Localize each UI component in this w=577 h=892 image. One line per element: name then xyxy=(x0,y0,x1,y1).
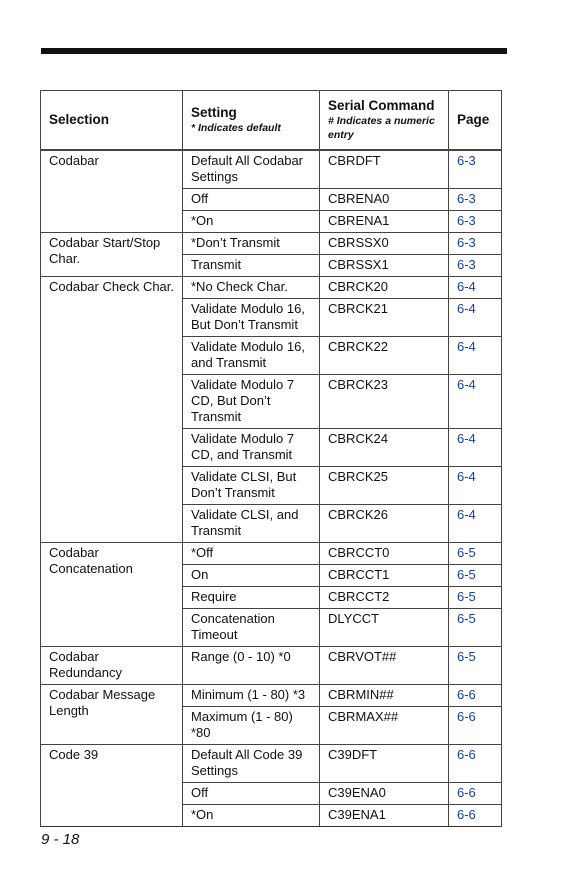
selection-cell: Codabar Check Char. xyxy=(41,277,183,543)
top-rule xyxy=(41,48,507,54)
page-link[interactable]: 6-6 xyxy=(449,783,502,805)
page-link[interactable]: 6-3 xyxy=(449,150,502,189)
setting-cell: Minimum (1 - 80) *3 xyxy=(183,685,320,707)
page-link[interactable]: 6-4 xyxy=(449,277,502,299)
page-link[interactable]: 6-6 xyxy=(449,805,502,827)
command-cell: CBRCK26 xyxy=(320,505,449,543)
header-selection: Selection xyxy=(41,91,183,151)
command-cell: CBRSSX1 xyxy=(320,255,449,277)
setting-cell: *On xyxy=(183,211,320,233)
selection-cell: Code 39 xyxy=(41,745,183,827)
page-link[interactable]: 6-4 xyxy=(449,467,502,505)
setting-cell: Validate Modulo 7 CD, and Transmit xyxy=(183,429,320,467)
setting-cell: Validate CLSI, and Transmit xyxy=(183,505,320,543)
page-link[interactable]: 6-3 xyxy=(449,189,502,211)
page-number: 9 - 18 xyxy=(41,831,80,848)
page-link[interactable]: 6-5 xyxy=(449,565,502,587)
header-serial-command: Serial Command # Indicates a numeric entry xyxy=(320,91,449,151)
page-link[interactable]: 6-4 xyxy=(449,299,502,337)
table-row xyxy=(41,685,502,707)
setting-cell: *Don’t Transmit xyxy=(183,233,320,255)
setting-cell: Require xyxy=(183,587,320,609)
command-cell: CBRCK23 xyxy=(320,375,449,429)
table-row xyxy=(41,647,502,685)
setting-cell: Transmit xyxy=(183,255,320,277)
table-header-row xyxy=(41,91,502,151)
command-cell: CBRDFT xyxy=(320,150,449,189)
bottom-rule xyxy=(41,826,500,827)
command-cell: CBRCCT2 xyxy=(320,587,449,609)
setting-cell: *On xyxy=(183,805,320,827)
header-setting-note: * Indicates default xyxy=(191,122,281,134)
command-cell: CBRMAX## xyxy=(320,707,449,745)
page-link[interactable]: 6-5 xyxy=(449,587,502,609)
selection-cell: Codabar Redundancy xyxy=(41,647,183,685)
page-link[interactable]: 6-4 xyxy=(449,505,502,543)
command-cell: C39ENA0 xyxy=(320,783,449,805)
table-row xyxy=(41,543,502,565)
command-cell: CBRCCT1 xyxy=(320,565,449,587)
command-cell: CBRCK25 xyxy=(320,467,449,505)
setting-cell: Validate Modulo 16, and Transmit xyxy=(183,337,320,375)
command-cell: CBRENA0 xyxy=(320,189,449,211)
command-cell: CBRCK21 xyxy=(320,299,449,337)
command-cell: CBRCK22 xyxy=(320,337,449,375)
page-link[interactable]: 6-4 xyxy=(449,337,502,375)
selection-cell: Codabar Concatenation xyxy=(41,543,183,647)
setting-cell: Range (0 - 10) *0 xyxy=(183,647,320,685)
command-cell: C39ENA1 xyxy=(320,805,449,827)
setting-cell: Maximum (1 - 80) *80 xyxy=(183,707,320,745)
table-row xyxy=(41,150,502,189)
page-link[interactable]: 6-6 xyxy=(449,685,502,707)
setting-cell: *No Check Char. xyxy=(183,277,320,299)
page-link[interactable]: 6-4 xyxy=(449,429,502,467)
command-cell: CBRCK20 xyxy=(320,277,449,299)
setting-cell: Validate CLSI, But Don’t Transmit xyxy=(183,467,320,505)
page-link[interactable]: 6-3 xyxy=(449,233,502,255)
page-link[interactable]: 6-5 xyxy=(449,647,502,685)
setting-cell: Default All Codabar Settings xyxy=(183,150,320,189)
selection-cell: Codabar xyxy=(41,150,183,233)
setting-cell: *Off xyxy=(183,543,320,565)
command-cell: DLYCCT xyxy=(320,609,449,647)
command-cell: CBRVOT## xyxy=(320,647,449,685)
page-link[interactable]: 6-6 xyxy=(449,707,502,745)
page-link[interactable]: 6-3 xyxy=(449,255,502,277)
command-cell: CBRSSX0 xyxy=(320,233,449,255)
command-cell: CBRMIN## xyxy=(320,685,449,707)
table-row xyxy=(41,277,502,299)
command-cell: CBRCK24 xyxy=(320,429,449,467)
table-row xyxy=(41,233,502,255)
setting-cell: Validate Modulo 16, But Don’t Transmit xyxy=(183,299,320,337)
page-link[interactable]: 6-3 xyxy=(449,211,502,233)
page-link[interactable]: 6-5 xyxy=(449,543,502,565)
header-serial-note: # Indicates a numeric entry xyxy=(328,115,435,141)
setting-cell: On xyxy=(183,565,320,587)
setting-cell: Off xyxy=(183,783,320,805)
command-cell: C39DFT xyxy=(320,745,449,783)
page-link[interactable]: 6-5 xyxy=(449,609,502,647)
setting-cell: Default All Code 39 Settings xyxy=(183,745,320,783)
selection-cell: Codabar Start/Stop Char. xyxy=(41,233,183,277)
page-link[interactable]: 6-6 xyxy=(449,745,502,783)
header-setting: Setting * Indicates default xyxy=(183,91,320,151)
header-page: Page xyxy=(449,91,502,151)
command-cell: CBRCCT0 xyxy=(320,543,449,565)
setting-cell: Validate Modulo 7 CD, But Don’t Transmit xyxy=(183,375,320,429)
setting-cell: Off xyxy=(183,189,320,211)
serial-command-table xyxy=(40,90,502,827)
selection-cell: Codabar Message Length xyxy=(41,685,183,745)
command-cell: CBRENA1 xyxy=(320,211,449,233)
page-link[interactable]: 6-4 xyxy=(449,375,502,429)
setting-cell: Concatenation Timeout xyxy=(183,609,320,647)
table-row xyxy=(41,745,502,783)
